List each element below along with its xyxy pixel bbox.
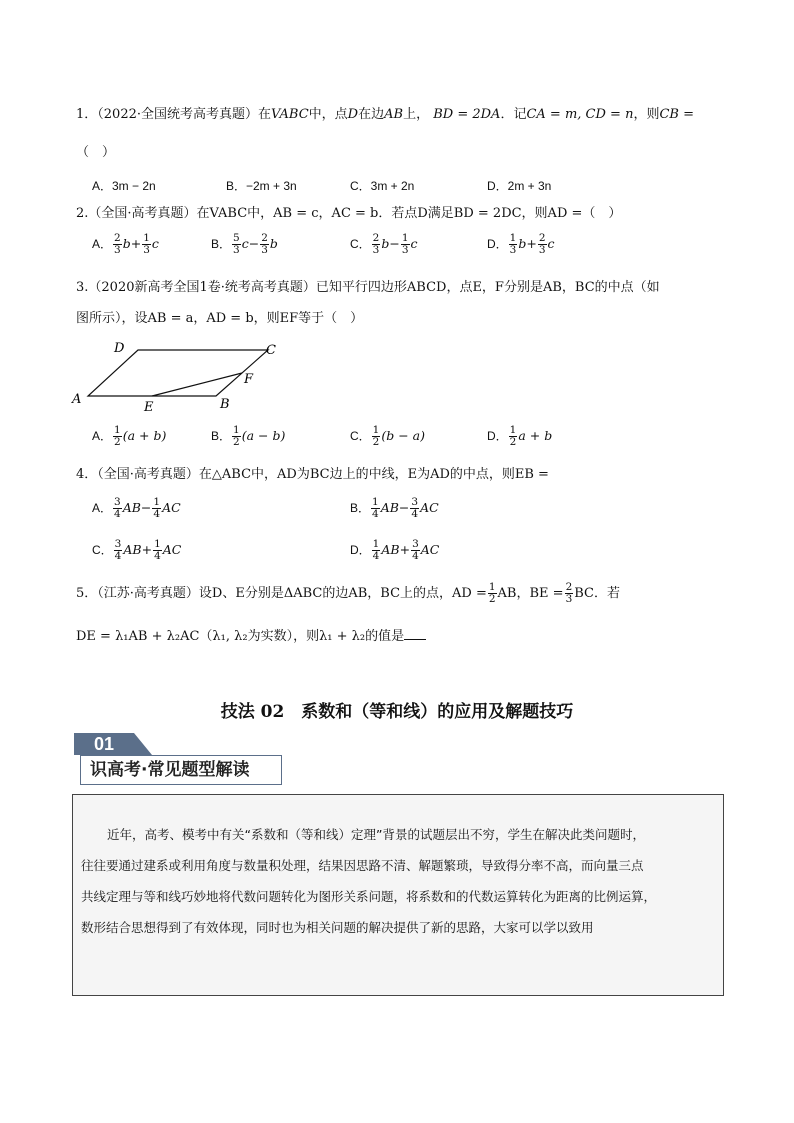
option-label: B．	[211, 237, 232, 251]
option-label: C．	[350, 429, 371, 443]
q1-side-ab: AB	[384, 107, 404, 122]
q1-vector-def: CA = m, CD = n	[526, 107, 634, 122]
option-label: D．	[487, 429, 508, 443]
option-label: D．	[350, 543, 371, 557]
q1-equation: BD = 2DA	[433, 107, 501, 122]
fraction: $\frac{1}{2}$	[114, 424, 121, 448]
expression: a + b	[518, 428, 553, 443]
label-e: E	[144, 400, 154, 415]
fraction: $\frac{1}{3}$	[143, 232, 150, 256]
q5-text: BC．若	[574, 586, 620, 601]
vector-ac: AC	[420, 542, 440, 557]
q5-text: DE = λ₁AB + λ₂AC（λ₁, λ₂为实数），则λ₁ + λ₂的值是	[76, 629, 405, 644]
intro-line: 往往要通过建系或利用角度与数量积处理，结果因思路不清、解题繁琐，导致得分率不高，而向量三点	[81, 858, 644, 873]
intro-line: 数形结合思想得到了有效体现，同时也为相关问题的解决提供了新的思路，大家可以学以致用	[81, 920, 594, 935]
q5-text: 5．（江苏·高考真题）设D、E分别是ΔABC的边AB，BC上的点，AD =	[76, 586, 487, 601]
vector-ab: AB	[380, 500, 399, 515]
q4-option-a[interactable]	[92, 497, 181, 520]
q3-line2: 图所示），设AB = a，AD = b，则EF等于（ ）	[76, 311, 364, 326]
q4-option-d[interactable]	[350, 539, 439, 562]
q3-option-c[interactable]	[350, 425, 425, 448]
q3-option-a[interactable]	[92, 425, 166, 448]
fraction: $\frac{3}{4}$	[114, 538, 122, 562]
q1-triangle: VABC	[271, 107, 309, 122]
vector-ab: AB	[123, 542, 142, 557]
option-label: B．	[350, 501, 371, 515]
option-label: C．	[92, 543, 113, 557]
operator: +	[399, 542, 411, 557]
q1-line2: （ ）	[76, 145, 116, 160]
fraction: $\frac{1}{4}$	[372, 496, 379, 520]
vector-c: c	[410, 236, 418, 251]
vector-c: c	[547, 236, 555, 251]
q2-option-d[interactable]	[487, 233, 555, 256]
fraction: $\frac{1}{2}$	[488, 581, 496, 605]
vector-b: b	[381, 236, 390, 251]
q4-option-c[interactable]	[92, 539, 181, 562]
vector-b: b	[122, 236, 131, 251]
q1-point-d: D	[347, 107, 359, 122]
fraction: $\frac{1}{2}$	[509, 424, 517, 448]
label-c: C	[266, 343, 276, 358]
q3-option-d[interactable]	[487, 425, 552, 448]
banner-number: 01	[94, 734, 115, 754]
q2-option-b[interactable]	[211, 233, 278, 256]
fraction: $\frac{3}{4}$	[114, 496, 121, 520]
section-banner	[74, 733, 284, 787]
expression: (a − b)	[241, 428, 286, 443]
parallelogram-figure	[70, 340, 285, 415]
q1-option-d[interactable]: D．2m + 3n	[487, 179, 552, 193]
fraction: $\frac{1}{2}$	[233, 424, 240, 448]
answer-blank[interactable]	[404, 627, 426, 640]
q1-option-b[interactable]: B．−2m + 3n	[226, 179, 297, 193]
intro-line: 近年，高考、模考中有关“系数和（等和线）定理”背景的试题层出不穷，学生在解决此类问题时，	[107, 827, 645, 842]
q1-option-a[interactable]: A．3m − 2n	[92, 179, 156, 193]
expression: (b − a)	[381, 428, 425, 443]
section-title: 技法 02 系数和（等和线）的应用及解题技巧	[220, 702, 574, 722]
option-label: A．	[92, 429, 113, 443]
q1-option-c[interactable]: C．3m + 2n	[350, 179, 415, 193]
operator: −	[398, 500, 410, 515]
q1-text: 中，点	[308, 107, 348, 122]
banner-label: 识高考·常见题型解读	[90, 760, 250, 780]
vector-ab: AB	[122, 500, 141, 515]
fraction: $\frac{1}{3}$	[509, 232, 517, 256]
option-label: D．	[487, 237, 508, 251]
q1-line1	[76, 106, 694, 124]
fraction: $\frac{2}{3}$	[261, 232, 268, 256]
label-d: D	[114, 341, 125, 356]
label-b: B	[220, 397, 230, 412]
fraction: $\frac{2}{3}$	[565, 581, 573, 605]
fraction: $\frac{2}{3}$	[372, 232, 380, 256]
fraction: $\frac{1}{4}$	[372, 538, 380, 562]
option-label: B．	[211, 429, 232, 443]
operator: +	[130, 236, 142, 251]
expression: (a + b)	[122, 428, 167, 443]
intro-panel	[72, 794, 724, 996]
q3-option-b[interactable]	[211, 425, 285, 448]
q1-text: ，则	[633, 107, 660, 122]
vector-b: b	[269, 236, 278, 251]
q5-line2	[76, 627, 426, 646]
fraction: $\frac{1}{3}$	[401, 232, 409, 256]
vector-b: b	[518, 236, 527, 251]
intro-line: 共线定理与等和线巧妙地将代数问题转化为图形关系问题，将系数和的代数运算转化为距离的比例运算，	[81, 889, 657, 904]
vector-c: c	[241, 236, 249, 251]
q1-text: ．记	[500, 107, 527, 122]
q1-stem: 1．（2022·全国统考高考真题）在	[76, 107, 271, 122]
q5-text: AB，BE =	[497, 586, 564, 601]
option-label: A．	[92, 501, 113, 515]
operator: −	[140, 500, 152, 515]
vector-c: c	[151, 236, 159, 251]
vector-ac: AC	[162, 542, 182, 557]
option-label: A．	[92, 237, 113, 251]
fraction: $\frac{5}{3}$	[233, 232, 240, 256]
fraction: $\frac{3}{4}$	[411, 496, 419, 520]
q1-text: 在边	[358, 107, 385, 122]
fraction: $\frac{1}{4}$	[154, 538, 161, 562]
q2-option-c[interactable]	[350, 233, 418, 256]
operator: −	[389, 236, 400, 251]
q3-line1: 3.（2020新高考全国1卷·统考高考真题）已知平行四边形ABCD，点E，F分别是AB，BC的中点（如	[76, 280, 660, 295]
vector-ac: AC	[162, 500, 181, 515]
vector-ab: AB	[381, 542, 400, 557]
label-a: A	[72, 392, 82, 407]
q4-option-b[interactable]	[350, 497, 439, 520]
intro-text	[81, 819, 717, 943]
label-f: F	[244, 372, 254, 387]
q4-stem: 4．（全国·高考真题）在△ABC中，AD为BC边上的中线，E为AD的中点，则EB =	[76, 467, 549, 482]
q2-option-a[interactable]	[92, 233, 159, 256]
fraction: $\frac{1}{2}$	[372, 424, 380, 448]
operator: +	[526, 236, 537, 251]
fraction: $\frac{1}{4}$	[153, 496, 161, 520]
q5-line1	[76, 582, 620, 605]
operator: −	[248, 236, 260, 251]
fraction: $\frac{2}{3}$	[114, 232, 121, 256]
q2-stem: 2.（全国·高考真题）在VABC中，AB = c，AC = b．若点D满足BD = 2DC，则AD =（ ）	[76, 206, 622, 221]
fraction: $\frac{3}{4}$	[412, 538, 419, 562]
fraction: $\frac{2}{3}$	[538, 232, 546, 256]
operator: +	[141, 542, 153, 557]
option-label: C．	[350, 237, 371, 251]
q1-text: 上，	[403, 107, 430, 122]
vector-ac: AC	[420, 500, 439, 515]
q1-vector-cb: CB =	[659, 107, 694, 122]
